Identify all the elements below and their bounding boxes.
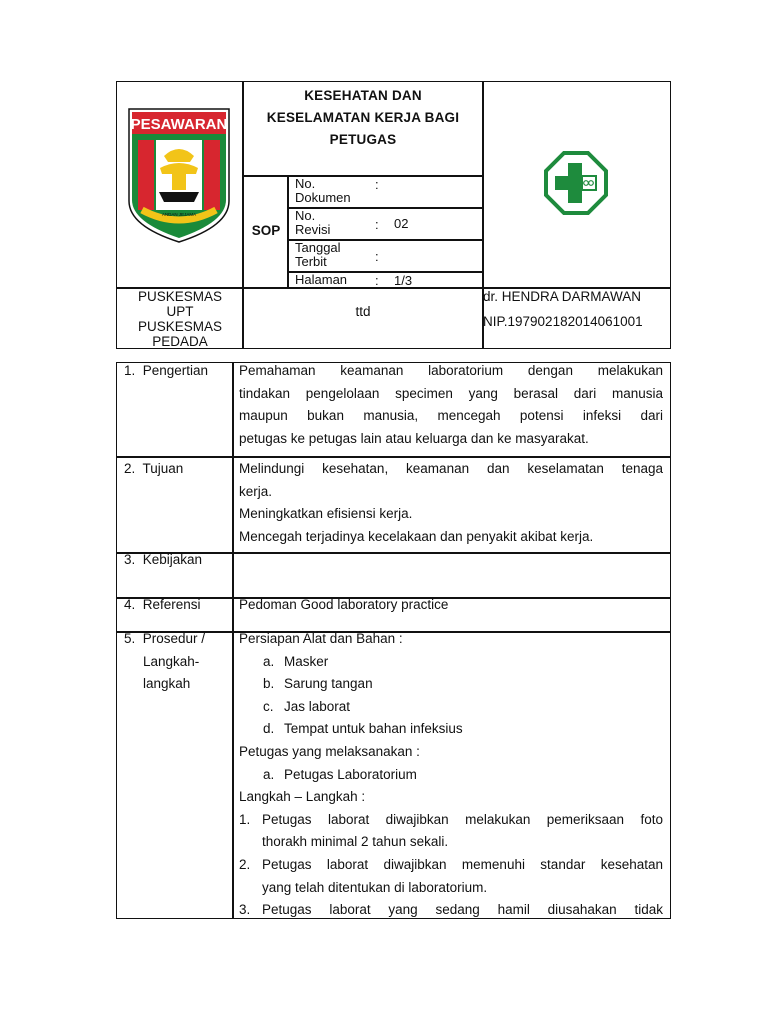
step-3-line-1: Petugas laborat yang sedang hamil diusahakan tidak (262, 902, 663, 918)
persiapan-marker-d: d. (263, 721, 275, 737)
persiapan-text-d: Tempat untuk bahan infeksius (284, 721, 463, 737)
persiapan-marker-a: a. (263, 653, 275, 669)
logo-text: PESAWARAN (130, 116, 228, 133)
pengertian-line-3: maupun bukan manusia, mencegah potensi infeksi dari (239, 408, 663, 424)
label-tujuan: 2. Tujuan (124, 461, 184, 476)
meta-label-4a: Halaman (295, 272, 348, 287)
persiapan-text-a: Masker (284, 653, 329, 669)
meta-label-1a: No. (295, 176, 316, 191)
prosedur-content (239, 628, 663, 922)
step-item (239, 854, 663, 899)
meta-colon-1: : (375, 177, 379, 192)
meta-label-3a: Tanggal (295, 240, 341, 255)
label-referensi: 4. Referensi (124, 597, 201, 612)
meta-row-tanggal-terbit (289, 241, 482, 271)
persiapan-title: Persiapan Alat dan Bahan : (239, 631, 403, 646)
persiapan-item (239, 718, 663, 741)
header-divider-2 (482, 81, 484, 349)
pengertian-line-2: tindakan pengelolaan specimen yang berasal dari manusia (239, 385, 663, 401)
title-line-3: PETUGAS (329, 132, 397, 147)
pengertian-line-4: petugas ke petugas lain atau keluarga dan ke masyarakat. (239, 430, 589, 446)
logo-motto: ANDAN JEJAMA (161, 212, 197, 217)
meta-colon-4: : (375, 273, 379, 288)
text-pengertian (239, 360, 663, 450)
step-marker-2: 2. (239, 856, 251, 872)
meta-colon-3: : (375, 249, 379, 264)
step-2-line-2: yang telah ditentukan di laboratorium. (262, 879, 488, 895)
meta-value-2: 02 (394, 216, 409, 231)
org-name (118, 289, 242, 349)
text-referensi: Pedoman Good laboratory practice (239, 597, 449, 612)
content-col-divider (232, 362, 234, 919)
label-prosedur (118, 628, 205, 696)
persiapan-item (239, 673, 663, 696)
title-line-2: KESELAMATAN KERJA BAGI (266, 110, 460, 125)
meta-row-no-dokumen (289, 177, 482, 207)
tujuan-line-1: Melindungi kesehatan, keamanan dan keselamatan tenaga (239, 461, 663, 476)
prosedur-label-1: 5. Prosedur / (124, 631, 206, 646)
sop-label: SOP (251, 223, 281, 238)
langkah-title: Langkah – Langkah : (239, 789, 366, 805)
persiapan-marker-c: c. (263, 698, 274, 714)
title-line-1: KESEHATAN DAN (304, 88, 422, 103)
petugas-text-a: Petugas Laboratorium (284, 766, 417, 782)
document-title (244, 85, 482, 151)
prosedur-label-3: langkah (143, 676, 191, 692)
step-1-line-2: thorakh minimal 2 tahun sekali. (262, 834, 449, 850)
persiapan-text-c: Jas laborat (284, 698, 351, 714)
org-line-2: UPT (166, 304, 194, 319)
pengertian-line-1: Pemahaman keamanan laboratorium dengan melakukan (239, 363, 663, 378)
tujuan-line-3: Meningkatkan efisiensi kerja. (239, 506, 413, 522)
meta-row-no-revisi (289, 209, 482, 239)
meta-label-3b: Terbit (295, 254, 327, 269)
org-line-3: PUSKESMAS (137, 319, 223, 334)
step-marker-3: 3. (239, 902, 251, 918)
puskesmas-cross-icon (544, 151, 608, 215)
prosedur-label-2: Langkah- (143, 653, 200, 669)
doctor-name: dr. HENDRA DARMAWAN (483, 289, 642, 304)
meta-label-1b: Dokumen (295, 190, 351, 205)
pesawaran-shield-icon (126, 106, 232, 244)
persiapan-marker-b: b. (263, 676, 275, 692)
pesawaran-logo (126, 106, 232, 244)
puskesmas-logo (544, 151, 608, 215)
persiapan-item (239, 696, 663, 719)
meta-label-2a: No. (295, 208, 316, 223)
org-line-4: PEDADA (152, 334, 208, 349)
tujuan-line-2: kerja. (239, 483, 273, 499)
tujuan-line-4: Mencegah terjadinya kecelakaan dan penyakit akibat kerja. (239, 528, 594, 544)
meta-value-4: 1/3 (394, 273, 413, 288)
persiapan-text-b: Sarung tangan (284, 676, 373, 692)
meta-label-2b: Revisi (295, 222, 331, 237)
step-2-line-1: Petugas laborat diwajibkan memenuhi standar kesehatan (262, 856, 663, 872)
doctor-nip: NIP.197902182014061001 (483, 314, 643, 329)
org-line-1: PUSKESMAS (137, 289, 223, 304)
label-kebijakan: 3. Kebijakan (124, 552, 203, 567)
petugas-marker-a: a. (263, 766, 275, 782)
petugas-title: Petugas yang melaksanakan : (239, 743, 420, 759)
step-marker-1: 1. (239, 811, 251, 827)
meta-colon-2: : (375, 217, 379, 232)
step-item (239, 809, 663, 854)
meta-row-halaman (289, 272, 482, 287)
petugas-item (239, 764, 663, 787)
step-1-line-1: Petugas laborat diwajibkan melakukan pemeriksaan foto (262, 811, 663, 827)
persiapan-item (239, 651, 663, 674)
label-pengertian: 1. Pengertian (124, 363, 209, 378)
signature-ttd: ttd (355, 304, 371, 319)
step-item (239, 899, 663, 922)
text-tujuan (239, 458, 663, 548)
